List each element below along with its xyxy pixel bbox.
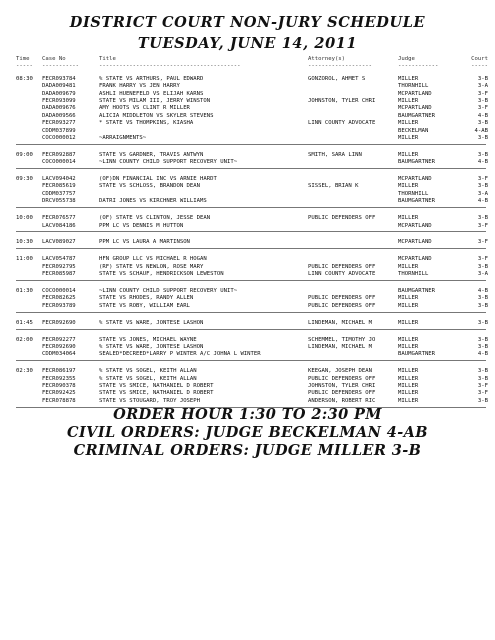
cell-court: 4-B [477, 351, 488, 358]
cell-judge: MILLER [398, 183, 419, 190]
cell-court: 3-B [477, 343, 488, 350]
cell-case-no: FECR092690 [42, 319, 76, 326]
table-row [16, 183, 486, 190]
header-time: Time [16, 56, 30, 62]
table-row [16, 120, 486, 127]
cell-title: FRANK HARRY VS JEN HARRY [99, 83, 180, 90]
cell-court: 3-F [477, 105, 488, 112]
cell-case-no: FECR093784 [42, 75, 76, 82]
cell-case-no: FECR085619 [42, 183, 76, 190]
cell-judge: THORNHILL [398, 83, 429, 90]
cell-court: 3-B [477, 368, 488, 375]
cell-court: 4-B [477, 112, 488, 119]
cell-attorney: ANDERSON, ROBERT RIC [308, 397, 376, 404]
cell-title: % STATE VS WARE, JONTESE LASHON [99, 343, 204, 350]
cell-attorney: LINDEMAN, MICHAEL M [308, 319, 372, 326]
cell-title: STATE VS ROBY, WILLIAM EARL [99, 302, 190, 309]
dash-court: ----- [471, 63, 488, 70]
cell-title: ~LINN COUNTY CHILD SUPPORT RECOVERY UNIT~ [99, 159, 238, 166]
table-row [16, 368, 486, 375]
cell-court: 3-B [477, 183, 488, 190]
cell-case-no: FECR093099 [42, 97, 76, 104]
schedule-table [16, 56, 486, 410]
dash-time: ----- [16, 63, 33, 70]
table-row [16, 113, 486, 120]
cell-title: STATE VS SMICE, NATHANIEL D ROBERT [99, 383, 214, 389]
cell-attorney: LINN COUNTY ADVOCATE [308, 271, 376, 278]
header-underline [16, 63, 486, 70]
dash-attorney: ------------------- [308, 63, 372, 70]
table-row [16, 198, 486, 205]
cell-case-no: FECR086197 [42, 368, 76, 375]
cell-case-no: FECR093277 [42, 120, 76, 127]
cell-case-no: FECR090378 [42, 383, 76, 389]
cell-judge: MILLER [398, 263, 419, 270]
cell-title: ~ARRAIGNMENTS~ [99, 134, 147, 141]
cell-title: % STATE VS SOGEL, KEITH ALLAN [99, 368, 197, 375]
cell-court: 3-B [477, 151, 488, 158]
cell-court: 4-B [477, 198, 488, 205]
cell-title: STATE VS SCHLOSS, BRANDON DEAN [99, 183, 201, 190]
cell-judge: THORNHILL [398, 190, 429, 197]
table-row [16, 264, 486, 271]
table-row [16, 344, 486, 351]
table-row [16, 398, 486, 405]
cell-court: 3-B [477, 120, 488, 127]
cell-court: 3-B [477, 397, 488, 404]
table-row [16, 91, 486, 98]
cell-court: 3-F [477, 222, 488, 229]
cell-title: HFN GROUP LLC VS MICHAEL R HOGAN [99, 256, 207, 263]
cell-judge: MILLER [398, 336, 419, 343]
group-divider [16, 312, 486, 313]
cell-title: STATE VS SCHAUF, HENDRICKSON LEWESTON [99, 271, 224, 278]
cell-court: 3-B [477, 336, 488, 343]
cell-time: 01:30 [16, 287, 33, 294]
cell-case-no: LACV089027 [42, 239, 76, 246]
cell-judge: MILLER [398, 375, 419, 382]
cell-title: (OF)DN FINANCIAL INC VS ARNIE HARDT [99, 176, 217, 183]
cell-time: 10:30 [16, 239, 33, 246]
cell-time: 02:00 [16, 336, 33, 343]
cell-judge: THORNHILL [398, 271, 429, 278]
cell-case-no: CDDM037757 [42, 190, 76, 197]
cell-attorney: PUBLIC DEFENDERS OFF [308, 390, 376, 397]
cell-case-no: FECR082625 [42, 295, 76, 302]
cell-case-no: FECR093789 [42, 302, 76, 309]
cell-judge: BAUMGARTNER [398, 112, 436, 119]
cell-case-no: DRCV055738 [42, 198, 76, 205]
table-row [16, 176, 486, 183]
cell-case-no: FECR092887 [42, 151, 76, 158]
table-row [16, 191, 486, 198]
cell-judge: MCPARTLAND [398, 222, 432, 229]
cell-judge: MILLER [398, 383, 419, 389]
cell-court: 4-B [477, 159, 488, 166]
cell-judge: MILLER [398, 120, 419, 127]
cell-time: 10:00 [16, 215, 33, 222]
cell-court: 3-F [477, 383, 488, 389]
cell-case-no: FECR078878 [42, 397, 76, 404]
cell-judge: MILLER [398, 134, 419, 141]
cell-case-no: DADA009679 [42, 90, 76, 97]
group-divider [16, 329, 486, 330]
cell-judge: MILLER [398, 368, 419, 375]
cell-attorney: PUBLIC DEFENDERS OFF [308, 215, 376, 222]
table-row [16, 295, 486, 302]
cell-court: 3-F [477, 176, 488, 183]
table-header [16, 56, 486, 63]
cell-attorney: JOHNSTON, TYLER CHRI [308, 383, 376, 389]
civil-orders-note: CIVIL ORDERS: JUDGE BECKELMAN 4-AB [67, 424, 428, 441]
table-row [16, 159, 486, 166]
cell-case-no: DADA009481 [42, 83, 76, 90]
cell-court: 4-AB [474, 127, 488, 134]
cell-court: 3-B [477, 134, 488, 141]
cell-judge: MILLER [398, 151, 419, 158]
cell-judge: MILLER [398, 397, 419, 404]
header-court: Court [471, 56, 488, 62]
group-divider [16, 231, 486, 232]
cell-judge: MILLER [398, 75, 419, 82]
table-row [16, 271, 486, 278]
cell-title: DATRI JONES VS KIRCHNER WILLIAMS [99, 198, 207, 205]
table-row [16, 383, 486, 390]
cell-judge: BECKELMAN [398, 127, 429, 134]
cell-judge: MCPARTLAND [398, 176, 432, 183]
cell-title: SEALED*DECREED*LARRY P WINTER A/C JOHNA L WINTER [99, 351, 261, 358]
cell-case-no: FECR076577 [42, 215, 76, 222]
cell-attorney: PUBLIC DEFENDERS OFF [308, 375, 376, 382]
cell-judge: BAUMGARTNER [398, 159, 436, 166]
cell-case-no: COCO000014 [42, 159, 76, 166]
cell-attorney: JOHNSTON, TYLER CHRI [308, 97, 376, 104]
schedule-date: TUESDAY, JUNE 14, 2011 [137, 35, 358, 52]
table-row [16, 76, 486, 83]
cell-judge: MILLER [398, 343, 419, 350]
cell-attorney: PUBLIC DEFENDERS OFF [308, 295, 376, 302]
cell-judge: MILLER [398, 215, 419, 222]
table-row [16, 135, 486, 142]
cell-attorney: SMITH, SARA LINN [308, 151, 362, 158]
cell-court: 3-B [477, 97, 488, 104]
cell-attorney: SISSEL, BRIAN K [308, 183, 359, 190]
schedule-title: DISTRICT COURT NON-JURY SCHEDULE [69, 14, 426, 31]
table-row [16, 376, 486, 383]
table-row [16, 390, 486, 397]
header-judge: Judge [398, 56, 415, 62]
dash-case: ----------- [42, 63, 80, 70]
cell-case-no: FECR085987 [42, 271, 76, 278]
cell-court: 3-B [477, 375, 488, 382]
cell-attorney: LINN COUNTY ADVOCATE [308, 120, 376, 127]
cell-attorney: SCHEMMEL, TIMOTHY JO [308, 336, 376, 343]
cell-attorney: PUBLIC DEFENDERS OFF [308, 263, 376, 270]
cell-court: 3-B [477, 215, 488, 222]
header-case: Case No [42, 56, 66, 62]
table-row [16, 288, 486, 295]
cell-judge: MCPARTLAND [398, 239, 432, 246]
cell-case-no: COCO000012 [42, 134, 76, 141]
cell-court: 3-A [477, 83, 488, 90]
cell-case-no: FECR092795 [42, 263, 76, 270]
table-row [16, 351, 486, 358]
table-row [16, 303, 486, 310]
dash-title: ------------------------------------------ [99, 63, 241, 70]
cell-time: 11:00 [16, 256, 33, 263]
cell-court: 3-B [477, 295, 488, 302]
group-divider [16, 360, 486, 361]
group-divider [16, 168, 486, 169]
cell-title: STATE VS JONES, MICHAEL WAYNE [99, 336, 197, 343]
cell-case-no: FECR092277 [42, 336, 76, 343]
dash-judge: ------------ [398, 63, 439, 70]
cell-title: PPM LC VS LAURA A MARTINSON [99, 239, 190, 246]
table-row [16, 98, 486, 105]
cell-title: * STATE VS THOMPKINS, KIASHA [99, 120, 194, 127]
cell-judge: MCPARTLAND [398, 90, 432, 97]
cell-title: PPM LC VS DENNIS M HUTTON [99, 222, 184, 229]
group-divider [16, 280, 486, 281]
cell-title: (OF) STATE VS CLINTON, JESSE DEAN [99, 215, 211, 222]
table-row [16, 223, 486, 230]
header-title: Title [99, 56, 116, 62]
cell-court: 3-B [477, 263, 488, 270]
table-row [16, 128, 486, 135]
table-row [16, 83, 486, 90]
cell-court: 4-B [477, 287, 488, 294]
cell-judge: MCPARTLAND [398, 105, 432, 112]
cell-case-no: CDDM034064 [42, 351, 76, 358]
schedule-groups [16, 71, 486, 408]
cell-attorney: LINDEMAN, MICHAEL M [308, 343, 372, 350]
cell-time: 09:30 [16, 176, 33, 183]
cell-time: 02:30 [16, 368, 33, 375]
cell-title: % STATE VS SOGEL, KEITH ALLAN [99, 375, 197, 382]
cell-judge: MILLER [398, 390, 419, 397]
cell-court: 3-F [477, 390, 488, 397]
criminal-orders-note: CRIMINAL ORDERS: JUDGE MILLER 3-B [73, 442, 422, 459]
cell-title: STATE VS STOUGARD, TROY JOSEPH [99, 397, 201, 404]
table-row [16, 105, 486, 112]
table-row [16, 239, 486, 246]
table-row [16, 256, 486, 263]
cell-title: % STATE VS ARTHURS, PAUL EDWARD [99, 75, 204, 82]
cell-title: ASHLI HUENEFELD VS ELIJAH KARNS [99, 90, 204, 97]
cell-case-no: FECR092690 [42, 343, 76, 350]
cell-case-no: DADA009566 [42, 112, 76, 119]
cell-time: 08:30 [16, 75, 33, 82]
table-row [16, 337, 486, 344]
cell-case-no: FECR092425 [42, 390, 76, 397]
cell-court: 3-B [477, 302, 488, 309]
cell-judge: BAUMGARTNER [398, 198, 436, 205]
cell-court: 3-A [477, 190, 488, 197]
cell-time: 01:45 [16, 319, 33, 326]
cell-judge: MILLER [398, 97, 419, 104]
cell-case-no: COCO000014 [42, 287, 76, 294]
cell-title: ~LINN COUNTY CHILD SUPPORT RECOVERY UNIT~ [99, 287, 238, 294]
table-row [16, 152, 486, 159]
cell-court: 3-F [477, 239, 488, 246]
cell-judge: BAUMGARTNER [398, 351, 436, 358]
cell-case-no: LACV084186 [42, 222, 76, 229]
group-divider [16, 144, 486, 145]
cell-court: 3-A [477, 271, 488, 278]
cell-case-no: FECR092355 [42, 375, 76, 382]
cell-title: STATE VS MILAM III, JERRY WINSTON [99, 97, 211, 104]
group-divider [16, 248, 486, 249]
cell-case-no: LACV054787 [42, 256, 76, 263]
cell-title: ALICIA MIDDLETON VS SKYLER STEVENS [99, 112, 214, 119]
cell-court: 3-F [477, 90, 488, 97]
group-divider [16, 207, 486, 208]
cell-judge: MILLER [398, 295, 419, 302]
cell-judge: MILLER [398, 319, 419, 326]
cell-attorney: PUBLIC DEFENDERS OFF [308, 302, 376, 309]
header-attorney: Attorney(s) [308, 56, 346, 62]
cell-time: 09:00 [16, 151, 33, 158]
cell-case-no: LACV094042 [42, 176, 76, 183]
cell-title: AMY HOOTS VS CLINT R MILLER [99, 105, 190, 112]
table-row [16, 320, 486, 327]
table-row [16, 215, 486, 222]
cell-title: STATE VS RHODES, RANDY ALLEN [99, 295, 194, 302]
cell-case-no: DADA009676 [42, 105, 76, 112]
order-hour-note: ORDER HOUR 1:30 TO 2:30 PM [113, 406, 382, 423]
cell-title: (RF) STATE VS NEWLON, ROSE MARY [99, 263, 204, 270]
cell-court: 3-F [477, 256, 488, 263]
cell-court: 3-B [477, 319, 488, 326]
cell-attorney: GONZOROL, AHMET S [308, 75, 366, 82]
cell-title: STATE VS SMICE, NATHANIEL D ROBERT [99, 390, 214, 397]
cell-judge: MILLER [398, 302, 419, 309]
cell-attorney: KEEGAN, JOSEPH DEAN [308, 368, 372, 375]
cell-judge: MCPARTLAND [398, 256, 432, 263]
cell-case-no: CDDM037899 [42, 127, 76, 134]
cell-court: 3-B [477, 75, 488, 82]
cell-judge: BAUMGARTNER [398, 287, 436, 294]
cell-title: STATE VS GARDNER, TRAVIS ANTWYN [99, 151, 204, 158]
cell-title: % STATE VS WARE, JONTESE LASHON [99, 319, 204, 326]
